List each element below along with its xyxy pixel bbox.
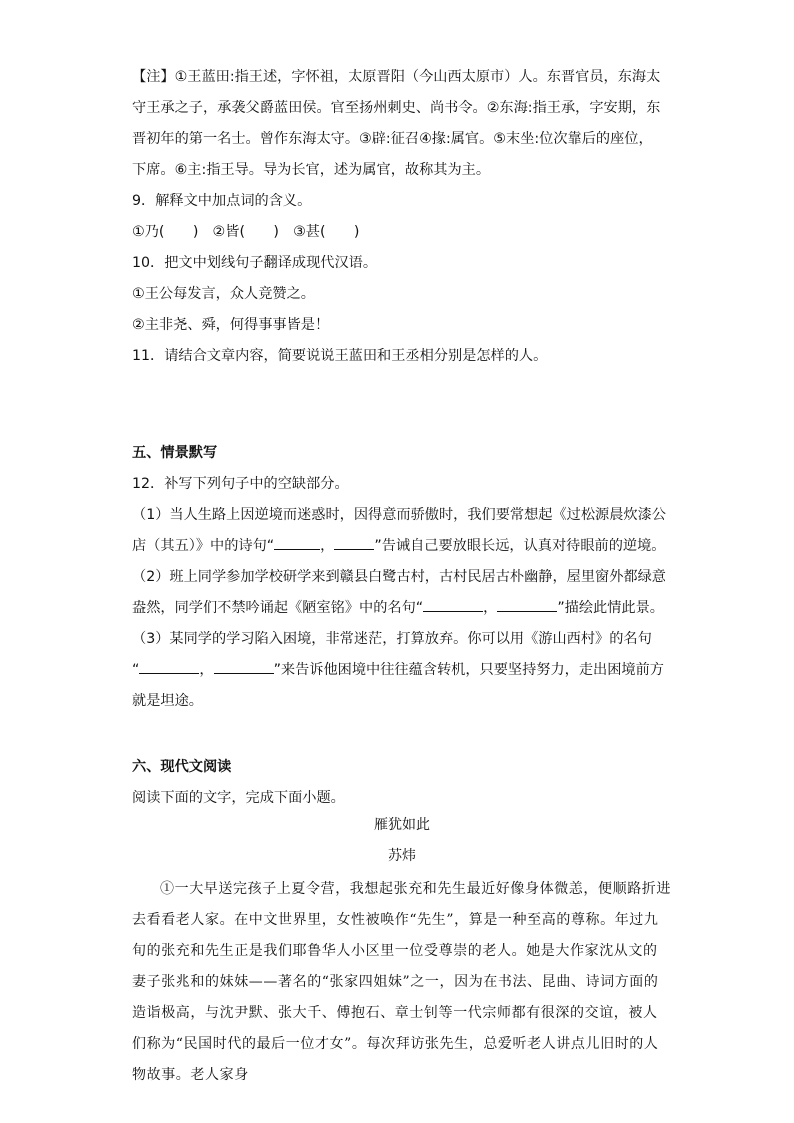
q9-stem: 9．解释文中加点词的含义。 <box>132 193 312 209</box>
q12-part2-comma: ， <box>483 600 498 616</box>
q9-items: ①乃( ) ②皆( ) ③甚( ) <box>132 224 360 240</box>
note-line-1: 【注】①王蓝田:指王述，字怀祖，太原晋阳（今山西太原市）人。东晋官员，东海太 <box>132 69 661 85</box>
reading-passage <box>132 810 672 1091</box>
q12-stem: 12．补写下列句子中的空缺部分。 <box>132 476 349 492</box>
question-10 <box>132 248 672 341</box>
passage-paragraph-1: ①一大早送完孩子上夏令营，我想起张充和先生最近好像身体微恙，便顺路折进去看看老人家。在中文世界里，女性被唤作“先生”，算是一种至高的尊称。年过九旬的张充和先生正是我们耶鲁华人小区里一位受尊崇的老人。她是大作家沈从文的妻子张兆和的妹妹——著名的“张家四姐妹”之一，因为在书法、昆曲、诗词方面的造诣极高，与沈尹默、张大千、傅抱石、章士钊等一代宗师都有很深的交谊，被人们称为“民国时代的最后一位才女”。每次拜访张先生，总爱听老人讲点儿旧时的人物故事。老人家身 <box>132 881 671 1083</box>
q12-part3-line3: 就是坦途。 <box>132 693 203 709</box>
section-5-heading: 五、情景默写 <box>132 445 218 461</box>
section-6-heading: 六、现代文阅读 <box>132 759 232 775</box>
note-line-3: 晋初年的第一名士。曾作东海太守。③辟:征召④掾:属官。⑤末坐:位次靠后的座位， <box>132 131 653 147</box>
q12-part2-line2 <box>132 593 672 624</box>
answer-blank[interactable] <box>423 597 483 612</box>
question-11 <box>132 341 672 372</box>
annotation-note <box>132 62 672 186</box>
q12-part2-line1: （2）班上同学参加学校研学来到赣县白鹭古村，古村民居古朴幽静，屋里窗外都绿意 <box>132 569 666 585</box>
answer-blank[interactable] <box>334 535 374 550</box>
passage-title: 雁犹如此 <box>374 817 430 833</box>
note-line-4: 下席。⑥主:指王导。导为长官，述为属官，故称其为主。 <box>132 162 491 178</box>
answer-blank[interactable] <box>139 659 199 674</box>
q12-part3-comma: ， <box>199 662 214 678</box>
question-9 <box>132 186 672 248</box>
section-6 <box>132 752 672 814</box>
answer-blank[interactable] <box>274 535 320 550</box>
q11-stem: 11．请结合文章内容，简要说说王蓝田和王丞相分别是怎样的人。 <box>132 348 548 364</box>
answer-blank[interactable] <box>497 597 557 612</box>
passage-author: 苏炜 <box>388 848 416 864</box>
q10-sentence-2: ②主非尧、舜，何得事事皆是！ <box>132 317 330 333</box>
q12-part3-line2 <box>132 655 672 686</box>
q12-part1-text-pre: 店（其五）》中的诗句“ <box>132 538 275 554</box>
q12-part1-line2 <box>132 531 672 562</box>
q12-part3-text-post: ”来告诉他困境中往往蕴含转机，只要坚持努力，走出困境前方 <box>273 662 664 678</box>
q10-stem: 10．把文中划线句子翻译成现代汉语。 <box>132 255 378 271</box>
q12-part3-line1: （3）某同学的学习陷入困境，非常迷茫，打算放弃。你可以用《游山西村》的名句 <box>132 631 652 647</box>
q12-part3-text-pre: “ <box>132 662 140 678</box>
section-5 <box>132 438 672 717</box>
q10-sentence-1: ①王公每发言，众人竞赞之。 <box>132 286 315 302</box>
note-line-2: 守王承之子，承袭父爵蓝田侯。官至扬州刺史、尚书令。②东海:指王承，字安期，东 <box>132 100 661 116</box>
q12-part1-text-post: ”告诫自己要放眼长远，认真对待眼前的逆境。 <box>374 538 666 554</box>
q12-part1-line1: （1）当人生路上因逆境而迷惑时，因得意而骄傲时，我们要常想起《过松源晨炊漆公 <box>132 507 666 523</box>
q12-part2-text-pre: 盎然，同学们不禁吟诵起《陋室铭》中的名句“ <box>132 600 424 616</box>
section-6-intro: 阅读下面的文字，完成下面小题。 <box>132 790 345 806</box>
q12-part1-comma: ， <box>320 538 335 554</box>
q12-part2-text-post: ”描绘此情此景。 <box>557 600 664 616</box>
answer-blank[interactable] <box>214 659 274 674</box>
